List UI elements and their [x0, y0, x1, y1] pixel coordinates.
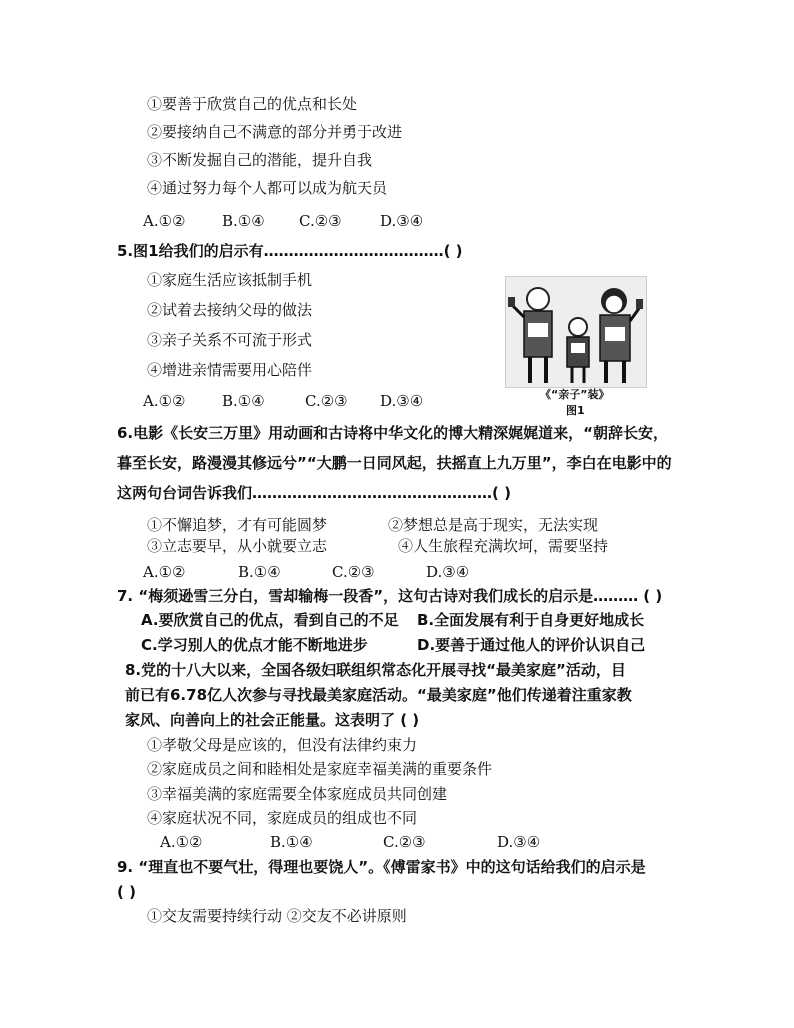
q6-choice-c: C.②③ — [332, 563, 375, 581]
q5-choice-d: D.③④ — [380, 392, 424, 410]
q8-option-4: ④家庭状况不同，家庭成员的组成也不同 — [147, 809, 418, 827]
q7-option-d: D.要善于通过他人的评价认识自己 — [417, 636, 646, 654]
q5-option-3: ③亲子关系不可流于形式 — [147, 331, 313, 349]
q7-stem: 7. “梅须逊雪三分白，雪却输梅一段香”，这句古诗对我们成长的启示是……… ( ) — [117, 587, 663, 605]
q4-choice-d: D.③④ — [380, 212, 424, 230]
q4-option-4: ④通过努力每个人都可以成为航天员 — [147, 179, 388, 197]
q6-stem-line-1: 6.电影《长安三万里》用动画和古诗将中华文化的博大精深娓娓道来，“朝辞长安， — [117, 424, 668, 442]
q8-choice-c: C.②③ — [383, 833, 426, 851]
q6-option-1: ①不懈追梦，才有可能圆梦 — [147, 516, 328, 534]
q8-stem-line-3: 家风、向善向上的社会正能量。这表明了 ( ) — [125, 711, 420, 729]
q8-option-2: ②家庭成员之间和睦相处是家庭幸福美满的重要条件 — [147, 760, 493, 778]
q8-choice-b: B.①④ — [270, 833, 313, 851]
q8-option-3: ③幸福美满的家庭需要全体家庭成员共同创建 — [147, 785, 448, 803]
q6-option-3: ③立志要早，从小就要立志 — [147, 537, 328, 555]
q8-option-1: ①孝敬父母是应该的，但没有法律约束力 — [147, 736, 418, 754]
q8-stem-line-2: 前已有6.78亿人次参与寻找最美家庭活动。“最美家庭”他们传递着注重家教 — [125, 686, 632, 704]
q5-option-4: ④增进亲情需要用心陪伴 — [147, 361, 313, 379]
q5-stem: 5.图1给我们的启示有………………………………( ) — [117, 242, 463, 260]
q4-choice-a: A.①② — [143, 212, 186, 230]
figure-1-caption: 《“亲子”装》 — [540, 388, 610, 401]
q6-option-4: ④人生旅程充满坎坷，需要坚持 — [398, 537, 609, 555]
q8-choice-a: A.①② — [160, 833, 203, 851]
q6-option-2: ②梦想总是高于现实，无法实现 — [388, 516, 599, 534]
figure-1-illustration — [505, 276, 647, 388]
q4-option-3: ③不断发掘自己的潜能，提升自我 — [147, 151, 373, 169]
q7-option-b: B.全面发展有利于自身更好地成长 — [417, 611, 645, 629]
q4-choice-b: B.①④ — [222, 212, 265, 230]
q7-option-c: C.学习别人的优点才能不断地进步 — [141, 636, 368, 654]
q4-option-2: ②要接纳自己不满意的部分并勇于改进 — [147, 123, 403, 141]
q8-choice-d: D.③④ — [497, 833, 541, 851]
figure-1-label: 图1 — [566, 404, 585, 417]
q9-options: ①交友需要持续行动 ②交友不必讲原则 — [147, 907, 407, 925]
q4-choice-c: C.②③ — [299, 212, 342, 230]
q8-stem-line-1: 8.党的十八大以来，全国各级妇联组织常态化开展寻找“最美家庭”活动，目 — [125, 661, 626, 679]
q6-stem-line-2: 暮至长安，路漫漫其修远兮”“大鹏一日同风起，扶摇直上九万里”，李白在电影中的 — [117, 454, 672, 472]
q6-choice-b: B.①④ — [238, 563, 281, 581]
q9-stem: 9. “理直也不要气壮，得理也要饶人”。《傅雷家书》中的这句话给我们的启示是 — [117, 858, 646, 876]
q5-choice-b: B.①④ — [222, 392, 265, 410]
q9-answer-paren: ( ) — [117, 883, 136, 901]
q6-choice-a: A.①② — [143, 563, 186, 581]
q5-choice-c: C.②③ — [305, 392, 348, 410]
q5-option-1: ①家庭生活应该抵制手机 — [147, 271, 313, 289]
family-cartoon-icon — [506, 277, 646, 387]
q7-option-a: A.要欣赏自己的优点，看到自己的不足 — [141, 611, 399, 629]
q5-choice-a: A.①② — [143, 392, 186, 410]
q6-choice-d: D.③④ — [426, 563, 470, 581]
q5-option-2: ②试着去接纳父母的做法 — [147, 301, 313, 319]
q6-stem-line-3: 这两句台词告诉我们…………………………………………( ) — [117, 484, 511, 502]
q4-option-1: ①要善于欣赏自己的优点和长处 — [147, 95, 358, 113]
